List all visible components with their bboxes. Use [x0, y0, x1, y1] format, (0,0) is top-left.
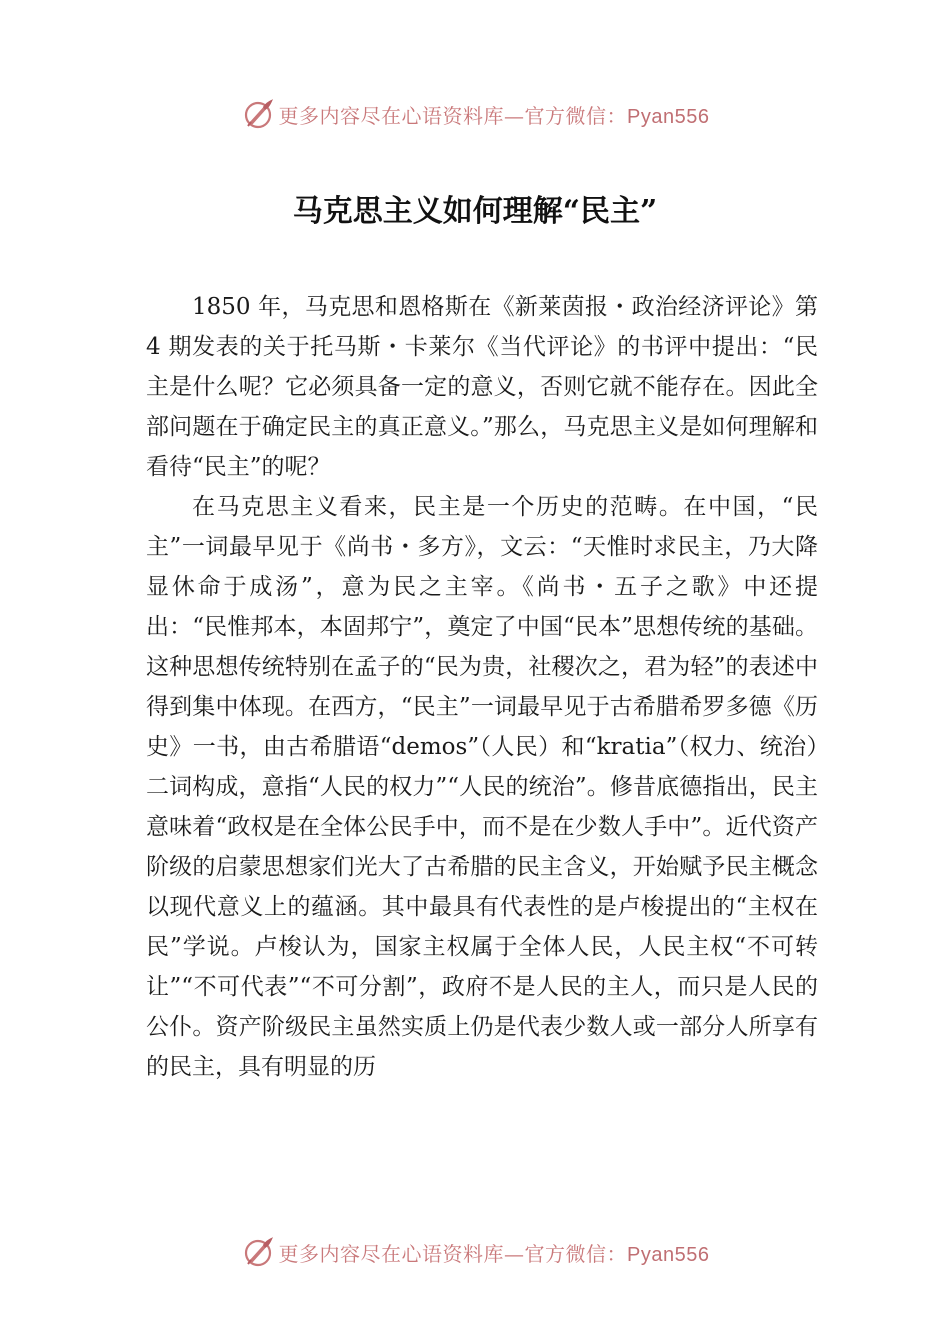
- quill-pen-logo-icon: [241, 1235, 275, 1269]
- header-wechat-handle: Pyan556: [627, 105, 710, 128]
- body-paragraph-1: 1850 年，马克思和恩格斯在《新莱茵报・政治经济评论》第 4 期发表的关于托马斯・卡莱尔《当代评论》的书评中提出：“民主是什么呢？它必须具备一定的意义，否则它就不能存在。因此全部问题在于确定民主的真正意义。”那么，马克思主义是如何理解和看待“民主”的呢？: [146, 294, 818, 480]
- footer-watermark-banner: [0, 1232, 950, 1272]
- body-paragraph-2: 在马克思主义看来，民主是一个历史的范畴。在中国，“民主”一词最早见于《尚书・多方》，文云：“天惟时求民主，乃大降显休命于成汤”，意为民之主宰。《尚书・五子之歌》中还提出：“民惟邦本，本固邦宁”，奠定了中国“民本”思想传统的基础。这种思想传统特别在孟子的“民为贵，社稷次之，君为轻”的表述中得到集中体现。在西方，“民主”一词最早见于古希腊希罗多德《历史》一书，由古希腊语“demos”（人民）和“kratia”（权力、统治）二词构成，意指“人民的权力”“人民的统治”。修昔底德指出，民主意味着“政权是在全体公民手中，而不是在少数人手中”。近代资产阶级的启蒙思想家们光大了古希腊的民主含义，开始赋予民主概念以现代意义上的蕴涵。其中最具有代表性的是卢梭提出的“主权在民”学说。卢梭认为，国家主权属于全体人民，人民主权“不可转让”“不可代表”“不可分割”，政府不是人民的主人，而只是人民的公仆。资产阶级民主虽然实质上仍是代表少数人或一部分人所享有的民主，具有明显的历: [146, 494, 818, 1080]
- header-watermark-banner: [0, 94, 950, 134]
- header-banner-text: 更多内容尽在心语资料库—官方微信：Pyan556: [278, 103, 710, 128]
- footer-wechat-handle: Pyan556: [627, 1243, 710, 1266]
- document-body: [146, 287, 818, 1087]
- document-title: 马克思主义如何理解“民主”: [292, 194, 658, 229]
- footer-banner-text: 更多内容尽在心语资料库—官方微信：Pyan556: [278, 1241, 710, 1266]
- quill-pen-logo-icon: [241, 97, 275, 131]
